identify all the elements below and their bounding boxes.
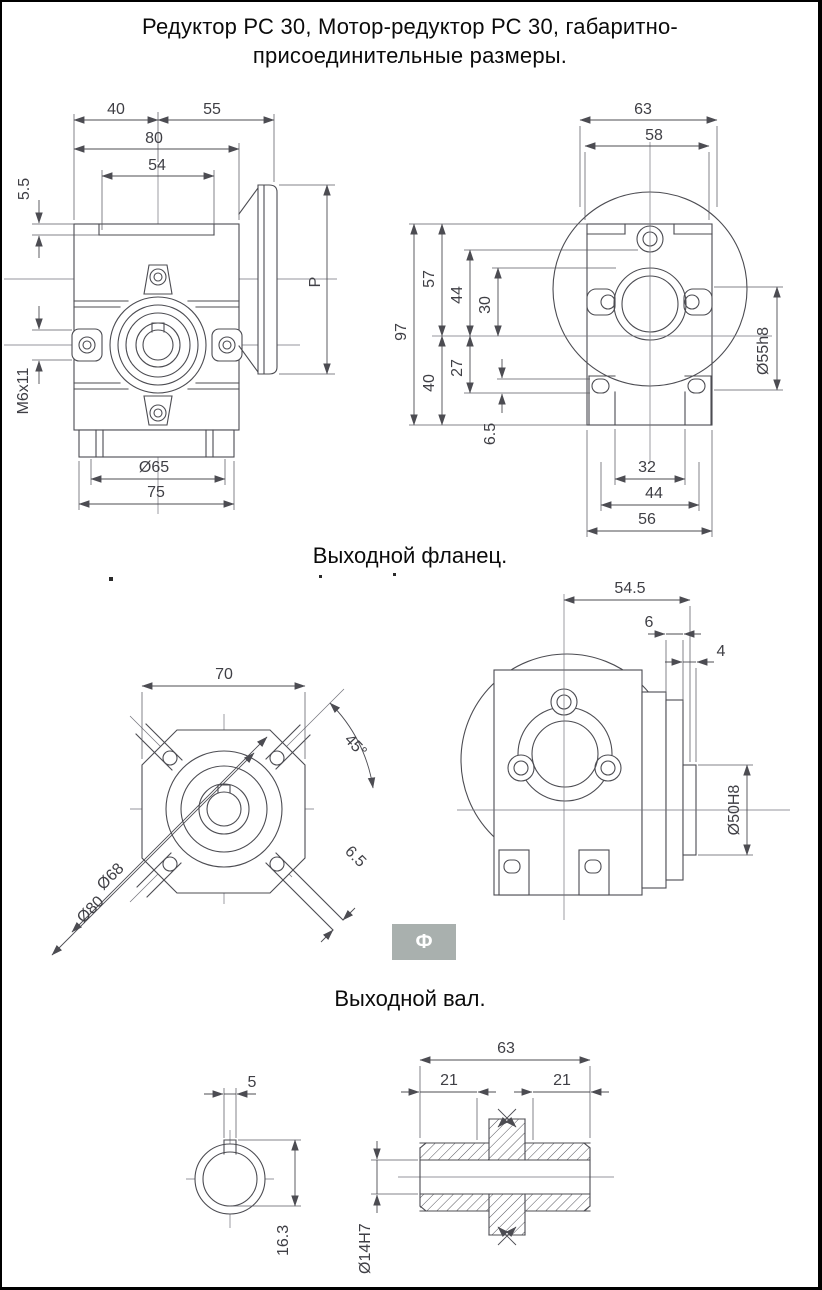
page-title-line1: Редуктор РС 30, Мотор-редуктор РС 30, габаритно- bbox=[142, 14, 678, 39]
dim-label-6-5v: 6.5 bbox=[482, 422, 499, 446]
dim-label-97: 97 bbox=[393, 323, 410, 341]
drawing-shaft-section-view bbox=[357, 1040, 614, 1274]
dim-label-5: 5 bbox=[247, 1074, 257, 1091]
dim-label-44v: 44 bbox=[449, 286, 466, 304]
dim-label-m6x11: M6x11 bbox=[15, 367, 32, 415]
dim-label-40: 40 bbox=[107, 101, 125, 118]
dim-label-16-3: 16.3 bbox=[275, 1224, 292, 1256]
shaft-outer-circle bbox=[195, 1144, 265, 1214]
section-title-flange: Выходной фланец. bbox=[312, 543, 508, 568]
drawing-flange-side-view bbox=[457, 580, 790, 920]
dim-label-6-5f: 6.5 bbox=[341, 842, 370, 871]
page-title-line2: присоединительные размеры. bbox=[252, 43, 568, 68]
dim-label-30: 30 bbox=[477, 296, 494, 314]
dim-label-d65: Ø65 bbox=[138, 459, 170, 476]
dim-label-6: 6 bbox=[644, 614, 654, 631]
dim-label-63s: 63 bbox=[497, 1040, 515, 1057]
dim-label-57: 57 bbox=[421, 270, 438, 288]
drawing-gearbox-side-view bbox=[4, 101, 337, 514]
dim-label-70: 70 bbox=[215, 666, 233, 683]
dim-label-32: 32 bbox=[638, 459, 656, 476]
dim-label-63: 63 bbox=[634, 101, 652, 118]
dim-label-d80: Ø80 bbox=[74, 893, 108, 927]
dim-label-45deg: 45° bbox=[340, 731, 370, 761]
dim-label-d14h7: Ø14H7 bbox=[357, 1223, 374, 1274]
dim-label-5-5: 5.5 bbox=[16, 177, 33, 201]
drawing-gearbox-front-view bbox=[393, 101, 783, 537]
phi-badge-label: Ф bbox=[415, 930, 433, 953]
motor-mount-plate bbox=[258, 185, 277, 374]
dim-label-75: 75 bbox=[147, 484, 165, 501]
drawing-flange-front-view bbox=[52, 666, 373, 955]
dim-label-54: 54 bbox=[148, 157, 166, 174]
dim-label-80: 80 bbox=[145, 130, 163, 147]
technical-drawing-canvas bbox=[2, 2, 822, 1290]
dim-label-d50h8: Ø50H8 bbox=[726, 784, 743, 836]
dim-label-58: 58 bbox=[645, 127, 663, 144]
section-title-shaft: Выходной вал. bbox=[334, 986, 486, 1011]
dim-label-40v: 40 bbox=[421, 374, 438, 392]
dim-label-21l: 21 bbox=[440, 1072, 458, 1089]
dim-label-56: 56 bbox=[638, 511, 656, 528]
dim-label-d68: Ø68 bbox=[94, 860, 128, 894]
dim-label-44b: 44 bbox=[645, 485, 663, 502]
dim-label-21r: 21 bbox=[553, 1072, 571, 1089]
drawing-shaft-end-view bbox=[186, 1074, 301, 1256]
dim-label-54-5: 54.5 bbox=[614, 580, 646, 597]
dim-label-p: P bbox=[307, 276, 324, 288]
dim-label-55: 55 bbox=[203, 101, 221, 118]
dim-label-d55h8: Ø55h8 bbox=[755, 326, 772, 376]
dim-label-27: 27 bbox=[449, 359, 466, 377]
dim-label-4: 4 bbox=[716, 643, 726, 660]
